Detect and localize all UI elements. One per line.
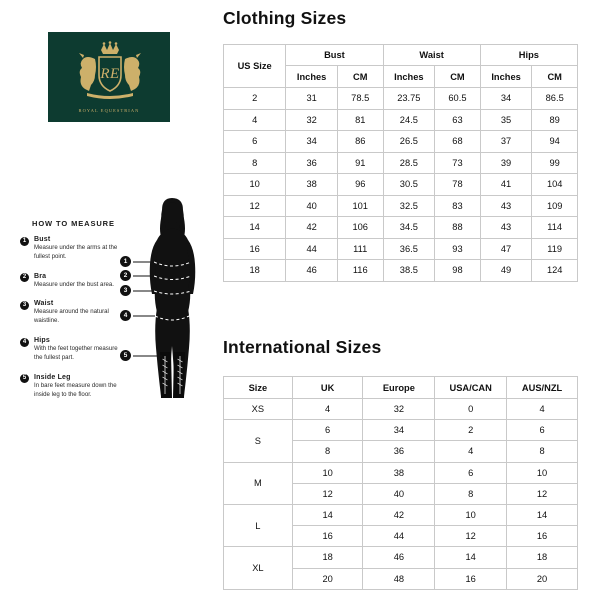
measure-name-bra: Bra [34, 272, 47, 280]
table-row [224, 152, 578, 174]
cell-waist-in: 36.5 [383, 238, 435, 260]
cell-waist-in: 30.5 [383, 174, 435, 196]
header-us-size: US Size [224, 45, 286, 88]
cell-hips-in: 43 [480, 217, 532, 239]
header-waist-cm: CM [435, 66, 481, 88]
cell-uk: 10 [292, 462, 363, 483]
figure-marker-2: 2 [120, 270, 131, 281]
figure-marker-4: 4 [120, 310, 131, 321]
header-bust-inches: Inches [286, 66, 338, 88]
female-body-silhouette-icon [128, 196, 233, 411]
cell-hips-cm: 89 [532, 109, 578, 131]
cell-size-label: S [224, 420, 293, 462]
measurement-figure [123, 196, 233, 411]
cell-bust-in: 44 [286, 238, 338, 260]
cell-size-label: XS [224, 399, 293, 420]
cell-usa-can: 12 [435, 526, 507, 547]
cell-hips-in: 37 [480, 131, 532, 153]
cell-waist-cm: 98 [435, 260, 481, 282]
header-aus-nzl: AUS/NZL [507, 377, 578, 399]
measure-badge-1: 1 [20, 237, 29, 246]
header-bust-cm: CM [337, 66, 383, 88]
cell-bust-cm: 106 [337, 217, 383, 239]
cell-bust-in: 38 [286, 174, 338, 196]
cell-usa-can: 14 [435, 547, 507, 568]
table-row [224, 238, 578, 260]
measure-badge-5: 5 [20, 374, 29, 383]
cell-aus-nzl: 10 [507, 462, 578, 483]
cell-us-size: 10 [224, 174, 286, 196]
header-usa-can: USA/CAN [435, 377, 507, 399]
cell-hips-cm: 124 [532, 260, 578, 282]
cell-usa-can: 0 [435, 399, 507, 420]
cell-europe: 36 [363, 441, 435, 462]
cell-uk: 12 [292, 483, 363, 504]
header-size: Size [224, 377, 293, 399]
header-europe: Europe [363, 377, 435, 399]
cell-bust-cm: 78.5 [337, 88, 383, 110]
measure-desc-bust: Measure under the arms at the fullest point. [34, 244, 118, 260]
cell-europe: 40 [363, 483, 435, 504]
cell-hips-in: 47 [480, 238, 532, 260]
header-uk: UK [292, 377, 363, 399]
measure-desc-hips: With the feet together measure the fullest part. [34, 345, 118, 361]
measure-item-bust [20, 236, 125, 262]
clothing-sizes-title: Clothing Sizes [223, 8, 347, 28]
cell-bust-in: 31 [286, 88, 338, 110]
cell-usa-can: 16 [435, 568, 507, 589]
cell-size-label: M [224, 462, 293, 504]
cell-uk: 16 [292, 526, 363, 547]
cell-us-size: 14 [224, 217, 286, 239]
measure-item-inside-leg [20, 374, 125, 400]
international-sizes-title: International Sizes [223, 337, 382, 357]
table-row [224, 174, 578, 196]
figure-marker-5: 5 [120, 350, 131, 361]
cell-bust-in: 34 [286, 131, 338, 153]
cell-size-label: L [224, 504, 293, 546]
table-row [224, 88, 578, 110]
cell-aus-nzl: 18 [507, 547, 578, 568]
table-row [224, 399, 578, 420]
cell-aus-nzl: 4 [507, 399, 578, 420]
measure-name-inside-leg: Inside Leg [34, 373, 71, 381]
cell-waist-cm: 93 [435, 238, 481, 260]
measure-badge-3: 3 [20, 301, 29, 310]
header-bust: Bust [286, 45, 383, 66]
cell-usa-can: 8 [435, 483, 507, 504]
measure-desc-bra: Measure under the bust area. [34, 280, 114, 288]
cell-waist-cm: 78 [435, 174, 481, 196]
measure-item-hips [20, 337, 125, 363]
cell-us-size: 18 [224, 260, 286, 282]
figure-marker-1: 1 [120, 256, 131, 267]
cell-aus-nzl: 16 [507, 526, 578, 547]
cell-usa-can: 10 [435, 504, 507, 525]
cell-hips-in: 35 [480, 109, 532, 131]
cell-aus-nzl: 12 [507, 483, 578, 504]
cell-bust-cm: 81 [337, 109, 383, 131]
cell-europe: 34 [363, 420, 435, 441]
header-waist: Waist [383, 45, 480, 66]
cell-waist-in: 38.5 [383, 260, 435, 282]
measure-desc-inside-leg: In bare feet measure down the inside leg to the floor. [34, 381, 117, 398]
cell-bust-cm: 86 [337, 131, 383, 153]
table-row [224, 109, 578, 131]
heraldic-crest-icon [54, 41, 164, 103]
how-to-measure-list [20, 236, 125, 410]
cell-hips-in: 43 [480, 195, 532, 217]
cell-aus-nzl: 14 [507, 504, 578, 525]
cell-waist-cm: 73 [435, 152, 481, 174]
cell-aus-nzl: 8 [507, 441, 578, 462]
cell-bust-cm: 111 [337, 238, 383, 260]
cell-europe: 46 [363, 547, 435, 568]
cell-bust-in: 40 [286, 195, 338, 217]
cell-europe: 42 [363, 504, 435, 525]
table-row [224, 504, 578, 525]
brand-logo [48, 32, 170, 122]
how-to-measure-heading: HOW TO MEASURE [32, 219, 115, 228]
table-row [224, 260, 578, 282]
measure-desc-waist: Measure around the natural waistline. [34, 308, 109, 325]
brand-logo-inner [54, 37, 164, 117]
cell-bust-in: 36 [286, 152, 338, 174]
cell-hips-cm: 109 [532, 195, 578, 217]
cell-uk: 20 [292, 568, 363, 589]
cell-uk: 14 [292, 504, 363, 525]
figure-marker-3: 3 [120, 285, 131, 296]
measure-name-bust: Bust [34, 236, 51, 243]
cell-europe: 32 [363, 399, 435, 420]
cell-uk: 4 [292, 399, 363, 420]
table-row [224, 131, 578, 153]
cell-hips-in: 34 [480, 88, 532, 110]
cell-bust-cm: 116 [337, 260, 383, 282]
cell-usa-can: 4 [435, 441, 507, 462]
cell-hips-cm: 104 [532, 174, 578, 196]
cell-waist-cm: 60.5 [435, 88, 481, 110]
cell-waist-in: 32.5 [383, 195, 435, 217]
cell-hips-cm: 99 [532, 152, 578, 174]
cell-usa-can: 2 [435, 420, 507, 441]
cell-uk: 18 [292, 547, 363, 568]
cell-us-size: 4 [224, 109, 286, 131]
cell-waist-in: 24.5 [383, 109, 435, 131]
cell-us-size: 8 [224, 152, 286, 174]
measure-badge-4: 4 [20, 338, 29, 347]
measure-name-waist: Waist [34, 300, 54, 308]
table-row [224, 195, 578, 217]
cell-europe: 48 [363, 568, 435, 589]
header-hips: Hips [480, 45, 577, 66]
cell-waist-in: 28.5 [383, 152, 435, 174]
cell-waist-cm: 88 [435, 217, 481, 239]
measure-name-hips: Hips [34, 337, 50, 345]
cell-hips-cm: 94 [532, 131, 578, 153]
header-waist-inches: Inches [383, 66, 435, 88]
cell-bust-in: 46 [286, 260, 338, 282]
table-row [224, 462, 578, 483]
clothing-sizes-table [223, 44, 578, 282]
cell-waist-in: 23.75 [383, 88, 435, 110]
cell-hips-in: 41 [480, 174, 532, 196]
cell-bust-in: 32 [286, 109, 338, 131]
header-hips-inches: Inches [480, 66, 532, 88]
cell-uk: 8 [292, 441, 363, 462]
cell-europe: 38 [363, 462, 435, 483]
cell-us-size: 2 [224, 88, 286, 110]
measure-item-bra [20, 273, 125, 290]
cell-aus-nzl: 20 [507, 568, 578, 589]
cell-waist-in: 26.5 [383, 131, 435, 153]
cell-us-size: 16 [224, 238, 286, 260]
header-hips-cm: CM [532, 66, 578, 88]
cell-europe: 44 [363, 526, 435, 547]
measure-item-waist [20, 300, 125, 326]
cell-usa-can: 6 [435, 462, 507, 483]
cell-bust-cm: 96 [337, 174, 383, 196]
cell-hips-cm: 114 [532, 217, 578, 239]
cell-hips-cm: 86.5 [532, 88, 578, 110]
cell-bust-cm: 101 [337, 195, 383, 217]
cell-bust-cm: 91 [337, 152, 383, 174]
measure-badge-2: 2 [20, 273, 29, 282]
cell-bust-in: 42 [286, 217, 338, 239]
cell-waist-cm: 83 [435, 195, 481, 217]
cell-hips-cm: 119 [532, 238, 578, 260]
cell-uk: 6 [292, 420, 363, 441]
cell-hips-in: 39 [480, 152, 532, 174]
cell-waist-cm: 63 [435, 109, 481, 131]
table-row [224, 217, 578, 239]
cell-aus-nzl: 6 [507, 420, 578, 441]
international-sizes-table [223, 376, 578, 590]
brand-name: ROYAL EQUESTRIAN [78, 108, 140, 113]
table-row [224, 420, 578, 441]
cell-waist-cm: 68 [435, 131, 481, 153]
cell-waist-in: 34.5 [383, 217, 435, 239]
svg-text:RE: RE [100, 66, 120, 82]
cell-us-size: 12 [224, 195, 286, 217]
cell-size-label: XL [224, 547, 293, 589]
table-row [224, 547, 578, 568]
cell-hips-in: 49 [480, 260, 532, 282]
cell-us-size: 6 [224, 131, 286, 153]
